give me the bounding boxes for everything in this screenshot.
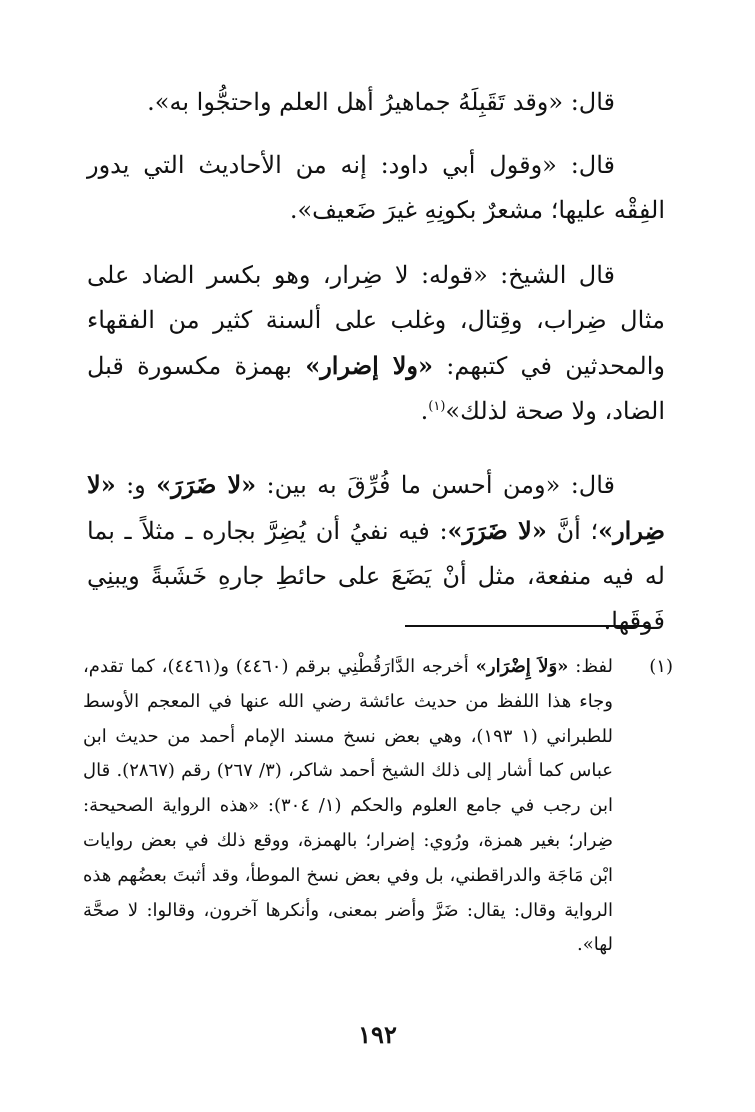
paragraph-4-text-a: قال: «ومن أحسن ما فُرِّقَ به بين:: [256, 471, 616, 499]
footnote-body: [83, 650, 613, 963]
paragraph-4: [87, 462, 665, 644]
paragraph-1: [87, 80, 665, 125]
paragraph-2-text: قال: «وقول أبي داود: إنه من الأحاديث التي يدور الفِقْه عليها؛ مشعرٌ بكونِهِ غيرَ ضَعيف».: [87, 151, 665, 224]
paragraph-3-bold: «ولا إضرار»: [305, 351, 433, 380]
paragraph-3-end: .: [420, 397, 429, 425]
paragraph-4-text-b: و:: [115, 471, 157, 499]
page-number: ١٩٢: [358, 1020, 397, 1049]
paragraph-3-text-a: قال الشيخ: «قوله: لا ضِرار، وهو بكسر الضاد على مثال ضِراب، وقِتال، وغلب على ألسنة كثير من الفقهاء والمحدثين في كتبهم:: [87, 261, 666, 380]
footnote-divider: [405, 625, 649, 627]
paragraph-1-text: قال: «وقد تَقَبِلَهُ جماهيرُ أهل العلم واحتجُّوا به».: [147, 88, 615, 116]
footnote: [83, 650, 673, 963]
paragraph-4-bold-1: «لا ضَرَرَ»: [156, 470, 257, 499]
paragraph-4-text-c: ؛ أنَّ: [546, 517, 599, 545]
paragraph-4-bold-2: «لا ضِرار»: [87, 470, 665, 545]
footnote-text-b: أخرجه الدَّارَقُطْنِي برقم (٤٤٦٠) و(٤٤٦١)، كما تقدم، وجاء هذا اللفظ من حديث عائشة رضي الله عنها في المعجم الأوسط للطبراني (١ ١٩٣)، وهي بعض نسخ مسند الإمام أحمد من حديث ابن عباس كما أشار إلى ذلك الشيخ أحمد شاكر، (٣/ ٢٦٧) رقم (٢٨٦٧). قال ابن رجب في جامع العلوم والحكم (١/ ٣٠٤): «هذه الرواية الصحيحة: ضِرار؛ بغير همزة، ورُوي: إضرار؛ بالهمزة، ووقع ذلك في بعض روايات ابْن مَاجَة والدراقطني، بل وفي بعض نسخ الموطأ، وقد أثبتَ بعضُهم هذه الرواية وقال: يقال: ضَرَّ وأضر بمعنى، وأنكرها آخرون، وقالوا: لا صحَّة لها».: [83, 656, 614, 956]
footnote-bold: «وَلاَ إِضْرَار»: [475, 656, 569, 677]
paragraph-4-text-d: : فيه نفيُ أن يُضِرَّ بجاره ـ مثلاً ـ بما له فيه منفعة، مثل أنْ يَضَعَ على حائطِ جارهِ خَشَبةً ويبنِي فَوقَها.: [87, 517, 665, 635]
paragraph-3: [87, 253, 665, 434]
paragraph-4-bold-3: «لا ضَرَرَ»: [447, 516, 547, 545]
footnote-text-a: لفظ:: [568, 656, 613, 677]
footnote-number: (١): [649, 656, 673, 677]
paragraph-2: [87, 143, 665, 233]
footnote-reference[interactable]: (١): [428, 399, 446, 414]
main-text: [87, 80, 665, 644]
paragraph-3-text-b: بهمزة مكسورة قبل الضاد، ولا صحة لذلك»: [87, 352, 665, 425]
